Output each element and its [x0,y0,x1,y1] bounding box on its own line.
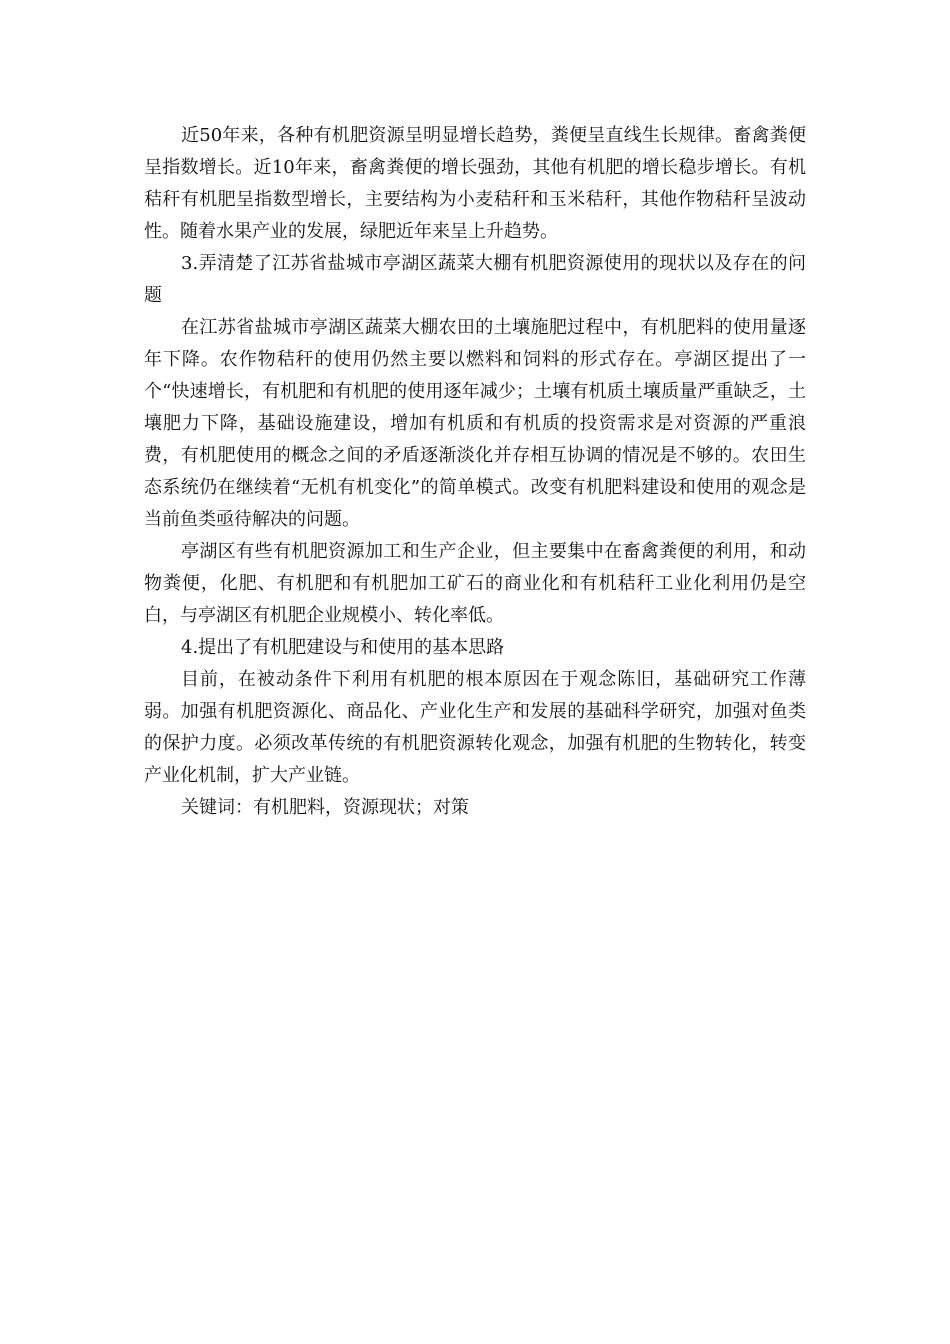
section-heading-3: 3.弄清楚了江苏省盐城市亭湖区蔬菜大棚有机肥资源使用的现状以及存在的问题 [144,253,806,306]
paragraph-basic-ideas: 目前，在被动条件下利用有机肥的根本原因在于观念陈旧，基础研究工作薄弱。加强有机肥资源化、商品化、产业化生产和发展的基础科学研究，加强对鱼类的保护力度。必须改革传统的有机肥资源转化观念，加强有机肥的生物转化，转变产业化机制，扩大产业链。 [144,669,806,786]
paragraph-enterprises: 亭湖区有些有机肥资源加工和生产企业，但主要集中在畜禽粪便的利用，和动物粪便，化肥、有机肥和有机肥加工矿石的商业化和有机秸秆工业化利用仍是空白，与亭湖区有机肥企业规模小、转化率低。 [144,541,806,626]
document-page [144,120,806,824]
keywords-line: 关键词：有机肥料，资源现状；对策 [181,797,469,818]
paragraph-growth-trend: 近50年来，各种有机肥资源呈明显增长趋势，粪便呈直线生长规律。畜禽粪便呈指数增长。近10年来，畜禽粪便的增长强劲，其他有机肥的增长稳步增长。有机秸秆有机肥呈指数型增长，主要结构为小麦秸秆和玉米秸秆，其他作物秸秆呈波动性。随着水果产业的发展，绿肥近年来呈上升趋势。 [144,125,806,242]
section-heading-4: 4.提出了有机肥建设与和使用的基本思路 [181,637,505,658]
paragraph-current-status: 在江苏省盐城市亭湖区蔬菜大棚农田的土壤施肥过程中，有机肥料的使用量逐年下降。农作物秸秆的使用仍然主要以燃料和饲料的形式存在。亭湖区提出了一个“快速增长，有机肥和有机肥的使用逐年减少；土壤有机质土壤质量严重缺乏，土壤肥力下降，基础设施建设，增加有机质和有机质的投资需求是对资源的严重浪费，有机肥使用的概念之间的矛盾逐渐淡化并存相互协调的情况是不够的。农田生态系统仍在继续着“无机有机变化”的简单模式。改变有机肥料建设和使用的观念是当前鱼类亟待解决的问题。 [144,317,806,530]
